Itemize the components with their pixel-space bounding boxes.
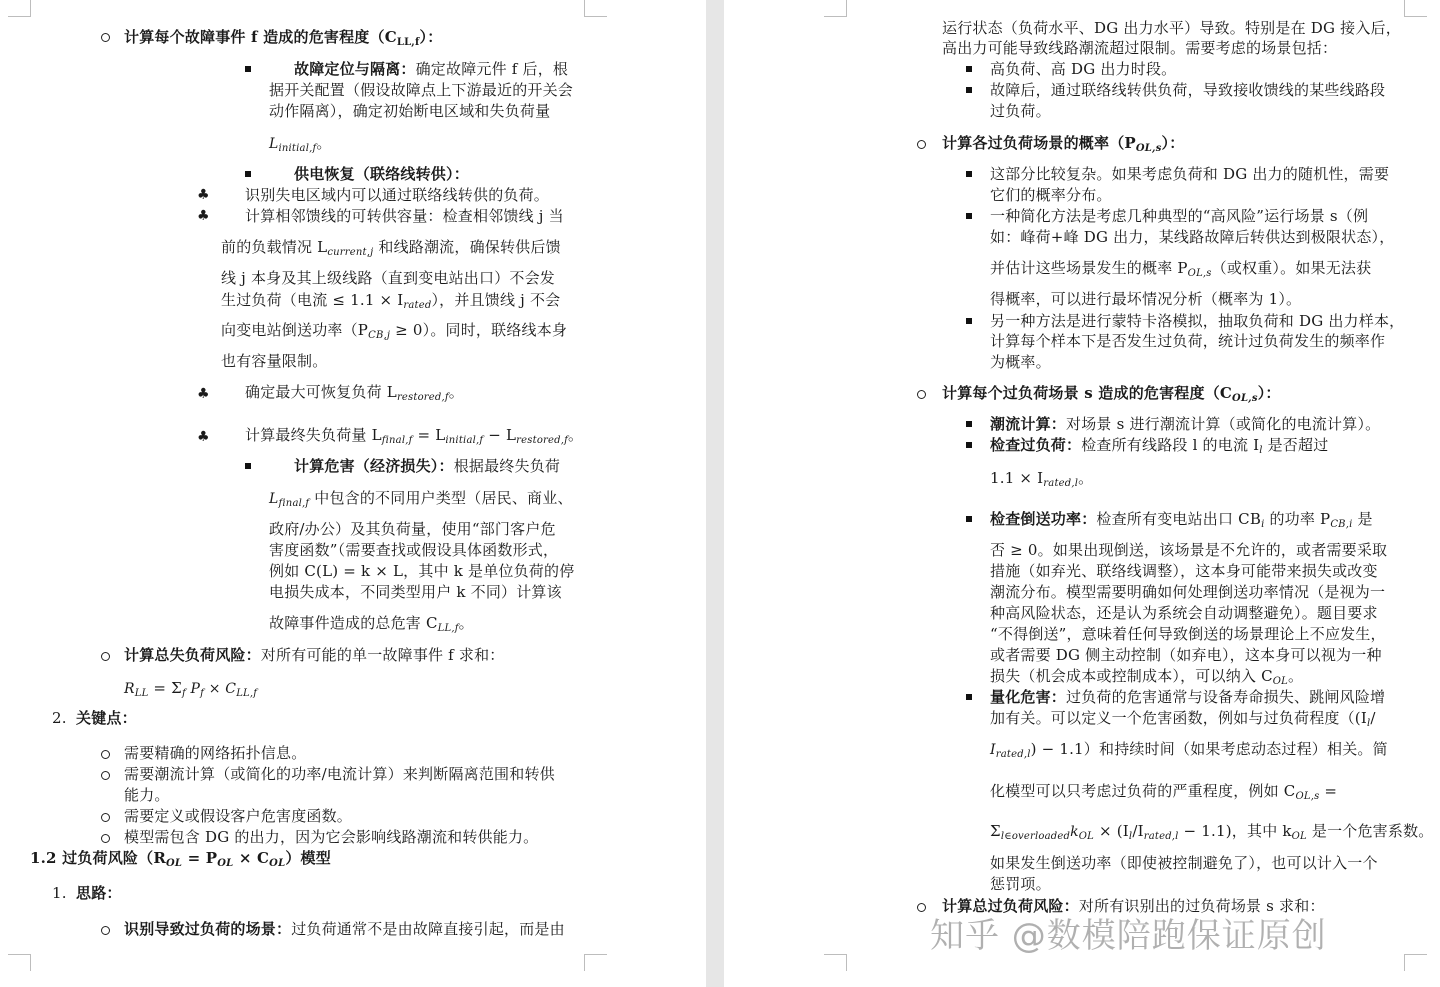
- prob-item-2-line-4: 得概率，可以进行最坏情况分析（概率为 1）。: [990, 290, 1302, 308]
- club-item-2-line-2: 前的负载情况 $L_{current,j}$ 和线路潮流，确保转供后馈: [221, 238, 561, 258]
- crop-mark: [1404, 0, 1427, 17]
- reverse-power-line-2: 否 ≥ 0。如果出现倒送，该场景是不允许的，或者需要采取: [990, 541, 1388, 559]
- club-item-1: 识别失电区域内可以通过联络线转供的负荷。: [245, 186, 550, 204]
- key-point-2-line-1: 需要潮流计算（或简化的功率/电流计算）来判断隔离范围和转供: [124, 765, 555, 783]
- flow-calc-line: 潮流计算：对场景 s 进行潮流计算（或简化的电流计算）。: [990, 415, 1381, 433]
- club-item-2-line-5: 向变电站倒送功率$(P_{CB,j} \ge 0)$。同时，联络线本身: [221, 321, 568, 341]
- club-item-2-line-6: 也有容量限制。: [221, 352, 328, 370]
- identify-line: 识别导致过负荷的场景：过负荷通常不是由故障直接引起，而是由: [124, 920, 565, 938]
- quantify-line-4: 化模型可以只考虑过负荷的严重程度，例如 $C_{OL,s}$ =: [990, 782, 1338, 802]
- square-bullet-icon: [966, 87, 972, 93]
- scenario-item-2-line-2: 过负荷。: [990, 102, 1051, 120]
- square-bullet-icon: [966, 66, 972, 72]
- club-item-2-line-1: 计算相邻馈线的可转供容量：检查相邻馈线 j 当: [245, 207, 564, 225]
- circle-bullet-icon: [917, 140, 926, 149]
- square-bullet-icon: [966, 516, 972, 522]
- crop-mark: [584, 954, 607, 971]
- club-bullet-icon: ♣: [197, 429, 210, 445]
- circle-bullet-icon: [101, 652, 110, 661]
- key-point-1: 需要精确的网络拓扑信息。: [124, 744, 307, 762]
- reverse-power-line-4: 潮流分布。模型需要明确如何处理倒送功率情况（是视为一: [990, 583, 1386, 601]
- prob-item-2-line-1: 一种简化方法是考虑几种典型的“高风险”运行场景 s（例: [990, 207, 1369, 225]
- prob-item-2-line-2: 如：峰荷+峰 DG 出力，某线路故障后转供达到极限状态），: [990, 228, 1395, 246]
- square-bullet-icon: [245, 463, 251, 469]
- reverse-power-line-3: 措施（如弃光、联络线调整），这本身可能带来损失或改变: [990, 562, 1378, 580]
- club-item-3: 确定最大可恢复负荷 $L_{restored,f}$。: [245, 383, 464, 403]
- fault-location-line-1: 故障定位与隔离：确定故障元件 f 后，根: [294, 60, 569, 78]
- harm-line-3: 政府/办公）及其负荷量，使用“部门客户危: [269, 520, 556, 538]
- scenario-item-1: 高负荷、高 DG 出力时段。: [990, 60, 1177, 78]
- quantify-line-5: $\Sigma_{l\in overloaded}k_{OL} \times (I_l/I_{rated,l} - 1.1)$，其中 $k_{OL}$ 是一个危害系数。: [990, 822, 1434, 842]
- restore-heading: 供电恢复（联络线转供）：: [294, 165, 469, 183]
- circle-bullet-icon: [101, 834, 110, 843]
- continuation-line-2: 高出力可能导致线路潮流超过限制。需要考虑的场景包括：: [942, 39, 1338, 57]
- club-bullet-icon: ♣: [197, 386, 210, 402]
- total-risk-line: 计算总失负荷风险：对所有可能的单一故障事件 f 求和：: [124, 646, 505, 664]
- harm-line-5: 例如 C(L) = k × L，其中 k 是单位负荷的停: [269, 562, 575, 580]
- quantify-line-6: 如果发生倒送功率（即使被控制避免了），也可以计入一个: [990, 854, 1378, 872]
- prob-item-3-line-2: 计算每个样本下是否发生过负荷，统计过负荷发生的频率作: [990, 332, 1386, 350]
- crop-mark: [824, 954, 847, 971]
- continuation-line-1: 运行状态（负荷水平、DG 出力水平）导致。特别是在 DG 接入后，: [942, 19, 1401, 37]
- overload-harm-heading: 计算每个过负荷场景 s 造成的危害程度$(C_{OL,s})$：: [942, 384, 1281, 404]
- prob-item-3-line-3: 为概率。: [990, 353, 1051, 371]
- square-bullet-icon: [966, 213, 972, 219]
- square-bullet-icon: [966, 171, 972, 177]
- idea-heading: 思路：: [76, 884, 122, 902]
- idea-number: 1.: [52, 884, 67, 902]
- crop-mark: [824, 0, 847, 17]
- overload-check-line-2: $1.1 \times I_{rated,l}$。: [990, 469, 1094, 489]
- page-gutter: [706, 0, 724, 987]
- harm-line-2: $L_{final,f}$ 中包含的不同用户类型（居民、商业、: [269, 489, 573, 509]
- square-bullet-icon: [245, 66, 251, 72]
- prob-heading: 计算各过负荷场景的概率$(P_{OL,s})$：: [942, 134, 1185, 154]
- square-bullet-icon: [245, 171, 251, 177]
- harm-line-4: 害度函数”（需要查找或假设具体函数形式，: [269, 541, 559, 559]
- section-heading-overload: 1.2 过负荷风险$(R_{OL} = P_{OL} \times C_{OL})$模型: [30, 849, 331, 869]
- fault-location-line-4: $L_{initial,f}$。: [269, 134, 332, 154]
- watermark-text: 知乎 @数模陪跑保证原创: [930, 916, 1327, 956]
- reverse-power-line-5: 种高风险状态，还是认为系统会自动调整避免）。题目要求: [990, 604, 1378, 622]
- key-points-heading: 关键点：: [76, 709, 137, 727]
- prob-item-1-line-2: 它们的概率分布。: [990, 186, 1112, 204]
- circle-bullet-icon: [917, 390, 926, 399]
- square-bullet-icon: [966, 694, 972, 700]
- crop-mark: [8, 954, 31, 971]
- square-bullet-icon: [966, 421, 972, 427]
- total-overload-line: 计算总过负荷风险：对所有识别出的过负荷场景 s 求和：: [942, 897, 1325, 915]
- harm-line-6: 电损失成本，不同类型用户 k 不同）计算该: [269, 583, 562, 601]
- prob-item-3-line-1: 另一种方法是进行蒙特卡洛模拟，抽取负荷和 DG 出力样本，: [990, 312, 1405, 330]
- circle-bullet-icon: [101, 926, 110, 935]
- circle-bullet-icon: [101, 33, 110, 42]
- quantify-line-2: 加有关。可以定义一个危害函数，例如与过负荷程度（($I_l/$: [990, 709, 1376, 729]
- reverse-power-line-8: 损失（机会成本或控制成本），可以纳入 $C_{OL}$。: [990, 667, 1304, 687]
- club-item-2-line-4: 生过负荷（电流 ≤ $1.1 \times I_{rated}$），并且馈线 j 不会: [221, 291, 561, 311]
- club-item-4: 计算最终失负荷量 $L_{final,f} = L_{initial,f} - L_{restored,f}$。: [245, 426, 584, 446]
- key-point-2-line-2: 能力。: [124, 786, 170, 804]
- heading-harm-per-fault: 计算每个故障事件 f 造成的危害程度$(C_{LL,f})$：: [124, 28, 443, 48]
- harm-line-1: 计算危害（经济损失）：根据最终失负荷: [294, 457, 561, 475]
- reverse-power-line-7: 或者需要 DG 侧主动控制（如弃电），这本身可以视为一种: [990, 646, 1382, 664]
- crop-mark: [8, 0, 31, 17]
- quantify-line-7: 惩罚项。: [990, 875, 1051, 893]
- prob-item-1-line-1: 这部分比较复杂。如果考虑负荷和 DG 出力的随机性，需要: [990, 165, 1390, 183]
- scenario-item-2-line-1: 故障后，通过联络线转供负荷，导致接收馈线的某些线路段: [990, 81, 1386, 99]
- club-item-2-line-3: 线 j 本身及其上级线路（直到变电站出口）不会发: [221, 269, 555, 287]
- prob-item-2-line-3: 并估计这些场景发生的概率 $P_{OL,s}$（或权重）。如果无法获: [990, 259, 1372, 279]
- fault-location-line-3: 动作隔离），确定初始断电区域和失负荷量: [269, 102, 551, 120]
- circle-bullet-icon: [917, 903, 926, 912]
- fault-location-line-2: 据开关配置（假设故障点上下游最近的开关会: [269, 81, 574, 99]
- square-bullet-icon: [966, 442, 972, 448]
- reverse-power-line-6: “不得倒送”，意味着任何导致倒送的场景理论上不应发生，: [990, 625, 1386, 643]
- quantify-line-3: $I_{rated,l}) - 1.1$）和持续时间（如果考虑动态过程）相关。简: [990, 740, 1388, 760]
- formula-rll: $R_{LL} = \Sigma_f$ $P_f \times C_{LL,f}$: [124, 679, 258, 699]
- key-point-3: 需要定义或假设客户危害度函数。: [124, 807, 353, 825]
- key-points-number: 2.: [52, 709, 67, 727]
- circle-bullet-icon: [101, 750, 110, 759]
- right-page: [724, 0, 1440, 987]
- key-point-4: 模型需包含 DG 的出力，因为它会影响线路潮流和转供能力。: [124, 828, 539, 846]
- harm-line-7: 故障事件造成的总危害 $C_{LL,f}$。: [269, 614, 474, 634]
- club-bullet-icon: ♣: [197, 187, 210, 203]
- circle-bullet-icon: [101, 771, 110, 780]
- quantify-line-1: 量化危害：过负荷的危害通常与设备寿命损失、跳闸风险增: [990, 688, 1386, 706]
- reverse-power-line-1: 检查倒送功率：检查所有变电站出口 $CB_i$ 的功率 $P_{CB,i}$ 是: [990, 510, 1373, 530]
- crop-mark: [1404, 954, 1427, 971]
- square-bullet-icon: [966, 318, 972, 324]
- crop-mark: [584, 0, 607, 17]
- overload-check-line-1: 检查过负荷：检查所有线路段 l 的电流 $I_l$ 是否超过: [990, 436, 1329, 456]
- left-page: [0, 0, 706, 987]
- club-bullet-icon: ♣: [197, 208, 210, 224]
- circle-bullet-icon: [101, 813, 110, 822]
